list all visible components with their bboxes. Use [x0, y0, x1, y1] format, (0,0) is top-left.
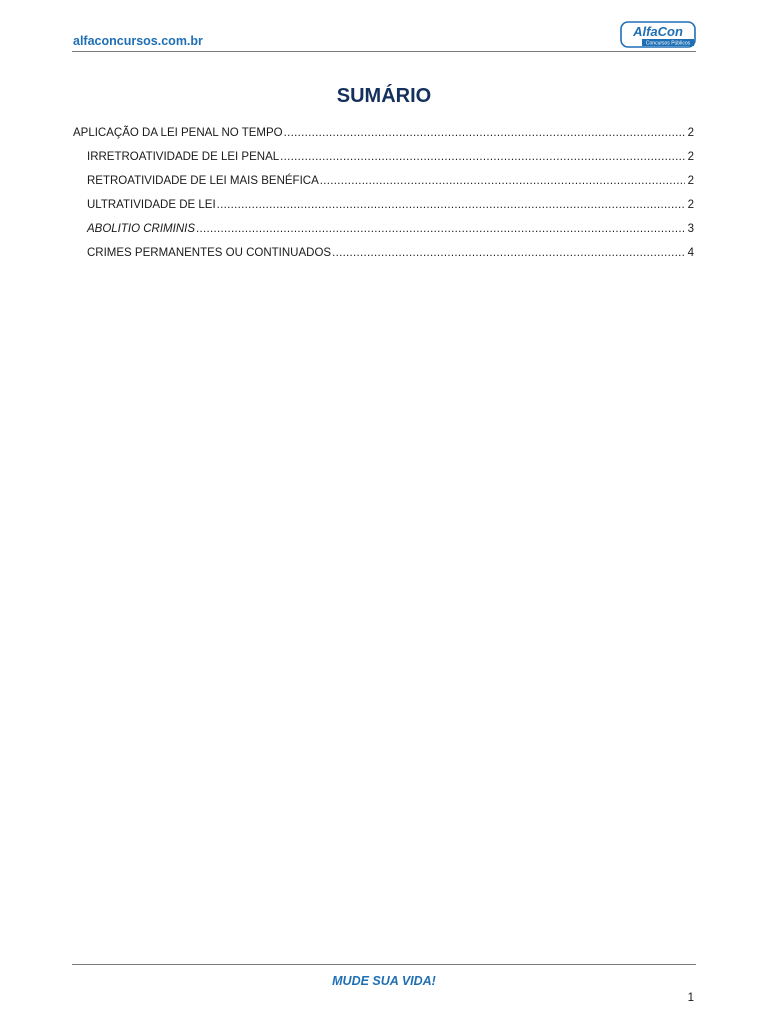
toc-entry-label: CRIMES PERMANENTES OU CONTINUADOS [87, 247, 332, 259]
table-of-contents [73, 127, 694, 271]
toc-entry-label: RETROATIVIDADE DE LEI MAIS BENÉFICA [87, 175, 319, 187]
toc-entry-page: 2 [687, 151, 694, 163]
toc-entry-leader [320, 175, 685, 187]
toc-entry-label: APLICAÇÃO DA LEI PENAL NO TEMPO [73, 127, 283, 139]
toc-entry-page: 2 [687, 199, 694, 211]
toc-entry-label: ULTRATIVIDADE DE LEI [87, 199, 216, 211]
toc-entry[interactable] [73, 151, 694, 175]
site-link[interactable]: alfaconcursos.com.br [73, 34, 203, 48]
toc-entry-page: 4 [687, 247, 694, 259]
page-number: 1 [687, 992, 694, 1004]
footer-divider [72, 964, 696, 965]
toc-entry-leader [196, 223, 685, 235]
footer-slogan: MUDE SUA VIDA! [332, 974, 436, 988]
toc-entry-leader [280, 151, 684, 163]
toc-entry-leader [332, 247, 685, 259]
header-divider [72, 51, 696, 52]
toc-entry-page: 2 [687, 175, 694, 187]
toc-entry-page: 3 [687, 223, 694, 235]
toc-entry[interactable] [73, 199, 694, 223]
toc-entry-leader [217, 199, 685, 211]
toc-entry-label: ABOLITIO CRIMINIS [87, 223, 195, 235]
toc-entry-leader [284, 127, 685, 139]
toc-entry[interactable] [73, 175, 694, 199]
toc-entry-label: IRRETROATIVIDADE DE LEI PENAL [87, 151, 280, 163]
logo-subtext: Concursos Públicos [645, 40, 691, 47]
toc-title: SUMÁRIO [336, 85, 432, 107]
alfacon-logo-icon [620, 21, 696, 48]
logo-wordmark: AlfaCon [633, 24, 683, 39]
toc-entry[interactable] [73, 127, 694, 151]
toc-entry-page: 2 [687, 127, 694, 139]
toc-entry[interactable] [73, 247, 694, 271]
toc-entry[interactable] [73, 223, 694, 247]
